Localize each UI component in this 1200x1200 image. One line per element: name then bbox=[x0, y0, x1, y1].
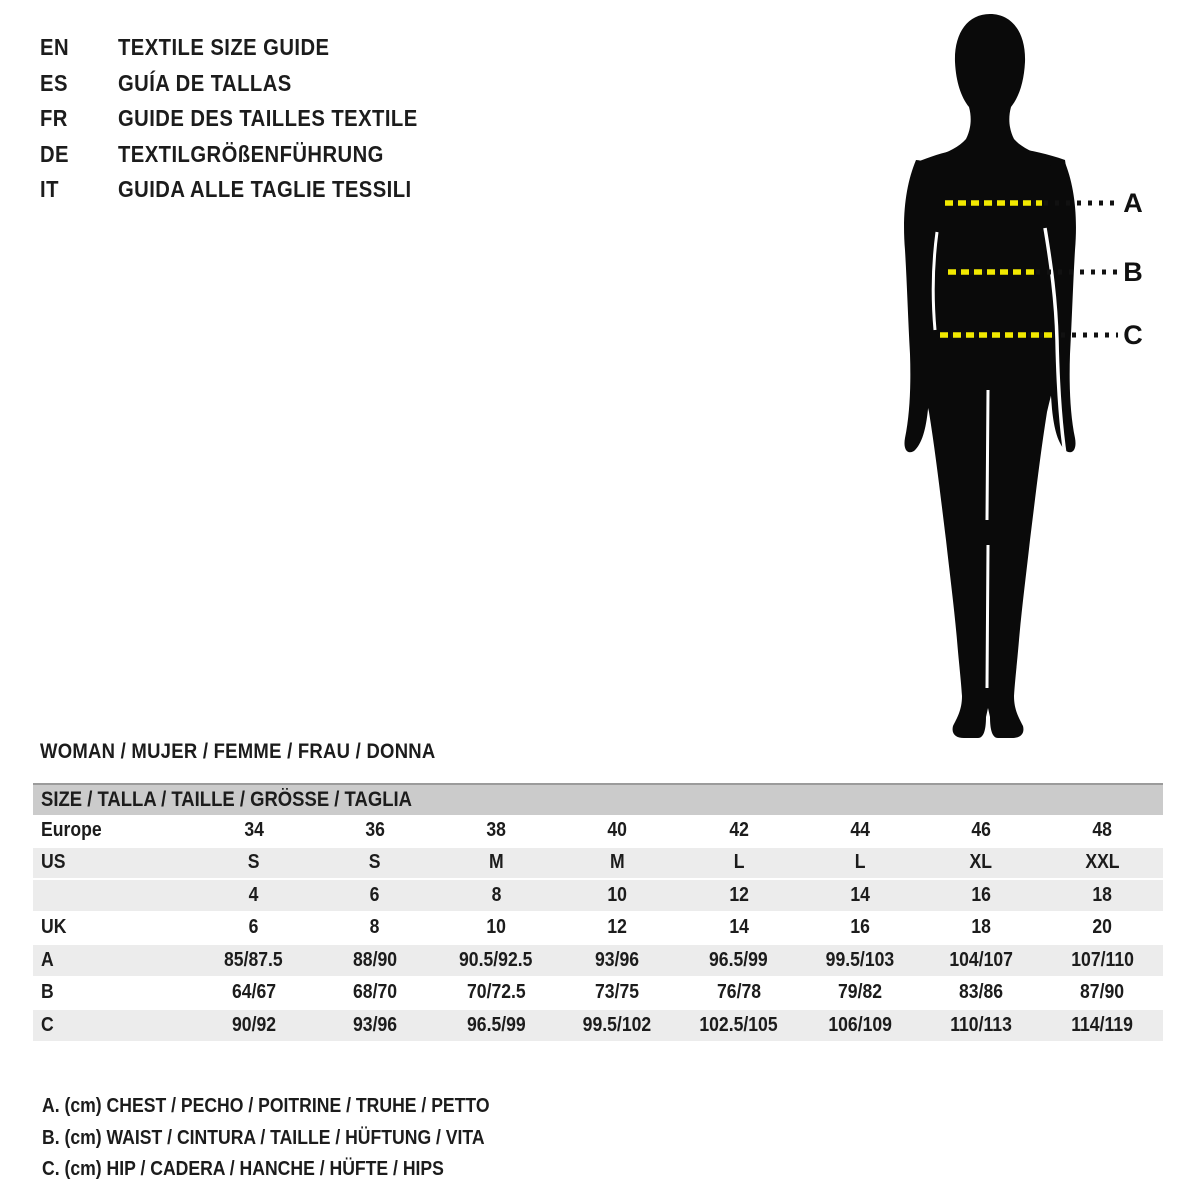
size-cell: 68/70 bbox=[352, 981, 397, 1004]
size-cell: L bbox=[733, 851, 745, 874]
language-name-text: TEXTILGRÖßENFÜHRUNG bbox=[118, 140, 384, 167]
size-row-label: B bbox=[41, 981, 54, 1004]
language-row bbox=[40, 30, 459, 66]
size-cell: 16 bbox=[850, 916, 870, 939]
size-cell: 83/86 bbox=[959, 981, 1004, 1004]
size-cell: 93/96 bbox=[595, 948, 640, 971]
size-cell: XXL bbox=[1085, 851, 1120, 874]
size-cell: 46 bbox=[971, 818, 991, 841]
size-cell: 12 bbox=[728, 883, 749, 906]
size-cell: 18 bbox=[971, 916, 991, 939]
size-cell: 20 bbox=[1092, 916, 1113, 939]
size-cell: XL bbox=[969, 851, 993, 874]
size-cell: 36 bbox=[365, 818, 385, 841]
language-name bbox=[118, 176, 452, 203]
size-cell: 106/109 bbox=[828, 1013, 892, 1036]
table-row-waist bbox=[33, 978, 1163, 1011]
language-code-text: IT bbox=[40, 176, 59, 203]
size-cell: 48 bbox=[1092, 818, 1113, 841]
size-cell: 93/96 bbox=[352, 1013, 397, 1036]
size-table bbox=[33, 783, 1163, 1043]
size-cell: 85/87.5 bbox=[224, 948, 283, 971]
size-cell: 10 bbox=[486, 916, 506, 939]
language-name-text: GUIDA ALLE TAGLIE TESSILI bbox=[118, 176, 412, 203]
legend-line-waist: B. (cm) WAIST / CINTURA / TAILLE / HÜFTUNG / VITA bbox=[42, 1126, 485, 1149]
legend-line-hip: C. (cm) HIP / CADERA / HANCHE / HÜFTE / HIPS bbox=[42, 1158, 444, 1181]
size-row-label: UK bbox=[41, 916, 67, 939]
table-row-hip bbox=[33, 1010, 1163, 1043]
silhouette-head bbox=[937, 14, 1043, 156]
size-cell: 44 bbox=[850, 818, 870, 841]
size-cell: 18 bbox=[1092, 883, 1113, 906]
size-cell: 104/107 bbox=[949, 948, 1013, 971]
size-cell: 90/92 bbox=[231, 1013, 276, 1036]
language-code-text: DE bbox=[40, 140, 69, 167]
language-name bbox=[118, 141, 420, 168]
legend-line-chest: A. (cm) CHEST / PECHO / POITRINE / TRUHE / PETTO bbox=[42, 1095, 490, 1118]
size-cell: 79/82 bbox=[837, 981, 882, 1004]
size-cell: 87/90 bbox=[1080, 981, 1125, 1004]
size-cell: 90.5/92.5 bbox=[459, 948, 533, 971]
silhouette-svg bbox=[850, 0, 1200, 760]
size-table-body bbox=[33, 815, 1163, 1043]
size-cell: 76/78 bbox=[716, 981, 761, 1004]
size-row-label: C bbox=[41, 1013, 54, 1036]
size-table-header-text: SIZE / TALLA / TAILLE / GRÖSSE / TAGLIA bbox=[41, 788, 412, 811]
size-row-label bbox=[33, 884, 193, 907]
language-code-text: FR bbox=[40, 105, 68, 132]
section-title-text: WOMAN / MUJER / FEMME / FRAU / DONNA bbox=[40, 740, 436, 763]
size-cell: 110/113 bbox=[950, 1013, 1012, 1036]
size-cell: S bbox=[247, 851, 260, 874]
figure-silhouette bbox=[850, 0, 1200, 760]
table-row-europe bbox=[33, 815, 1163, 848]
language-row bbox=[40, 172, 459, 208]
language-row bbox=[40, 101, 459, 137]
size-row-label: US bbox=[41, 851, 66, 874]
table-row-us bbox=[33, 848, 1163, 881]
size-cell: 14 bbox=[728, 916, 749, 939]
measure-label-a: A bbox=[1123, 188, 1143, 218]
language-code-text: ES bbox=[40, 69, 68, 96]
size-cell: M bbox=[610, 851, 625, 874]
size-cell: L bbox=[854, 851, 866, 874]
size-cell: 73/75 bbox=[595, 981, 640, 1004]
size-cell: 4 bbox=[248, 883, 259, 906]
size-cell: 8 bbox=[491, 883, 502, 906]
language-code-text: EN bbox=[40, 34, 69, 61]
measure-label-c: C bbox=[1123, 320, 1143, 350]
size-cell: 88/90 bbox=[352, 948, 397, 971]
size-cell: M bbox=[488, 851, 504, 874]
measure-label-b: B bbox=[1123, 257, 1143, 287]
table-row-us-numeric bbox=[33, 880, 1163, 913]
size-cell: 14 bbox=[850, 883, 870, 906]
language-name bbox=[118, 105, 459, 132]
size-row-label: Europe bbox=[41, 818, 102, 841]
language-code bbox=[40, 105, 118, 132]
language-code bbox=[40, 34, 118, 61]
size-cell: 6 bbox=[248, 916, 259, 939]
size-cell: 42 bbox=[728, 818, 749, 841]
size-table-header bbox=[33, 783, 1163, 815]
language-list bbox=[40, 30, 459, 208]
size-cell: 102.5/105 bbox=[699, 1013, 778, 1036]
language-name-text: GUIDE DES TAILLES TEXTILE bbox=[118, 105, 418, 132]
language-code bbox=[40, 176, 118, 203]
language-code bbox=[40, 141, 118, 168]
size-cell: 6 bbox=[369, 883, 380, 906]
section-title bbox=[40, 740, 489, 764]
language-code bbox=[40, 70, 118, 97]
size-row-label: A bbox=[41, 948, 54, 971]
size-cell: 34 bbox=[243, 818, 264, 841]
language-name-text: TEXTILE SIZE GUIDE bbox=[118, 34, 330, 61]
size-cell: S bbox=[369, 851, 381, 874]
language-name bbox=[118, 70, 315, 97]
size-cell: 38 bbox=[486, 818, 506, 841]
size-cell: 10 bbox=[607, 883, 628, 906]
legend bbox=[42, 1091, 551, 1186]
size-cell: 70/72.5 bbox=[466, 981, 526, 1004]
size-cell: 99.5/102 bbox=[583, 1013, 652, 1036]
size-cell: 40 bbox=[607, 818, 628, 841]
size-cell: 107/110 bbox=[1071, 948, 1134, 971]
size-cell: 114/119 bbox=[1071, 1013, 1134, 1036]
language-row bbox=[40, 137, 459, 173]
size-cell: 16 bbox=[971, 883, 991, 906]
language-name-text: GUÍA DE TALLAS bbox=[118, 69, 292, 96]
size-cell: 64/67 bbox=[231, 981, 276, 1004]
size-cell: 99.5/103 bbox=[825, 948, 895, 971]
language-name bbox=[118, 34, 358, 61]
table-row-chest bbox=[33, 945, 1163, 978]
size-cell: 96.5/99 bbox=[466, 1013, 526, 1036]
size-cell: 12 bbox=[607, 916, 628, 939]
language-row bbox=[40, 66, 459, 102]
size-cell: 8 bbox=[369, 916, 380, 939]
size-cell: 96.5/99 bbox=[709, 948, 768, 971]
table-row-uk bbox=[33, 913, 1163, 946]
